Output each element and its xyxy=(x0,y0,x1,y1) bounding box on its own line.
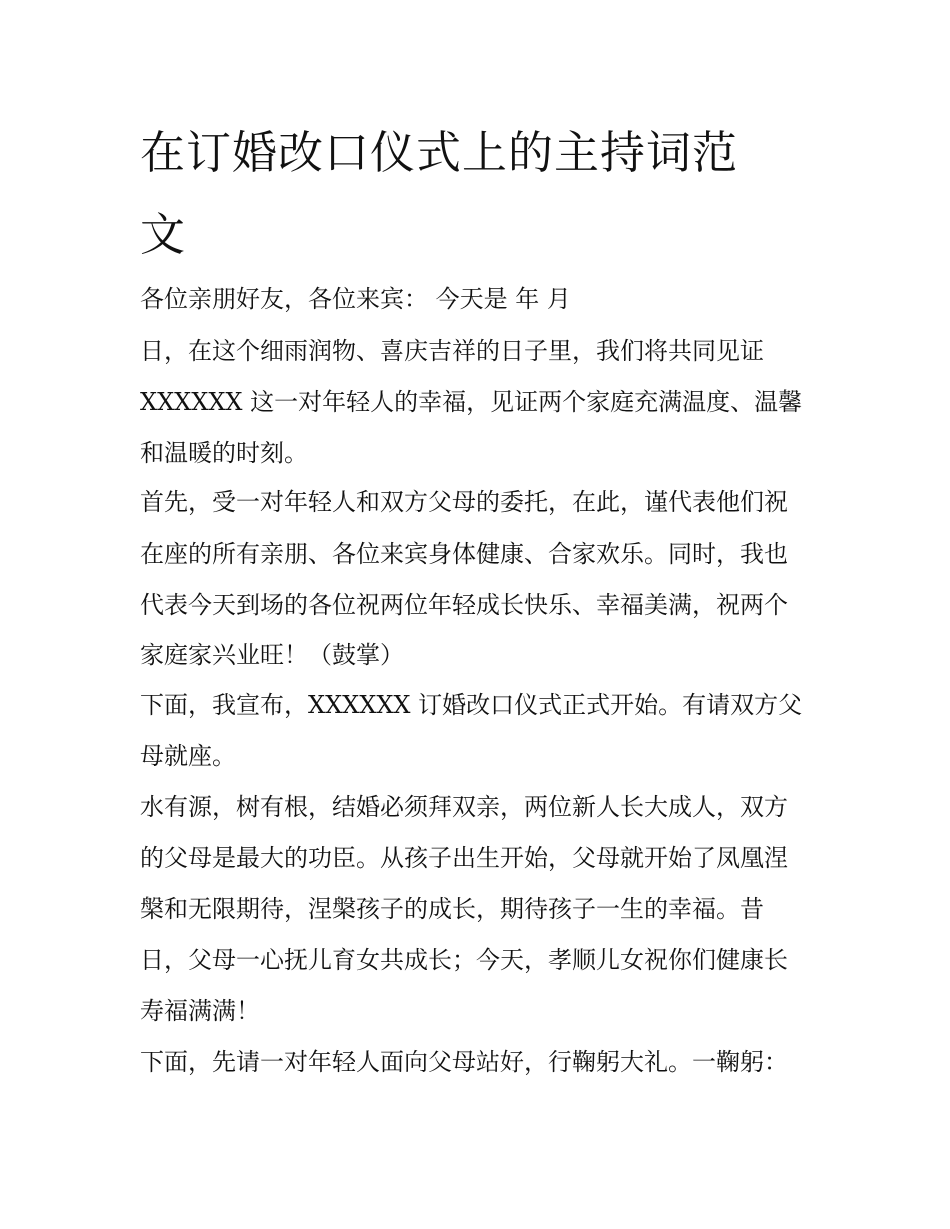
body-line: 在座的所有亲朋、各位来宾身体健康、合家欢乐。同时，我也 xyxy=(140,540,788,568)
body-line: 家庭家兴业旺！（鼓掌） xyxy=(140,641,404,669)
body-line: 各位亲朋好友，各位来宾： 今天是 年 月 xyxy=(140,285,571,313)
body-line: 代表今天到场的各位祝两位年轻成长快乐、幸福美满，祝两个 xyxy=(140,591,788,619)
document-title xyxy=(140,112,820,276)
body-line: 日，在这个细雨润物、喜庆吉祥的日子里，我们将共同见证 xyxy=(140,337,764,365)
body-line: 下面，我宣布，XXXXXX 订婚改口仪式正式开始。有请双方父 xyxy=(140,691,803,719)
body-line: 水有源，树有根，结婚必须拜双亲，两位新人长大成人，双方 xyxy=(140,793,788,821)
body-line: 寿福满满！ xyxy=(140,997,260,1025)
body-line: 槃和无限期待，涅槃孩子的成长，期待孩子一生的幸福。昔 xyxy=(140,895,764,923)
body-line: 母就座。 xyxy=(140,742,236,770)
body-line: 和温暖的时刻。 xyxy=(140,439,308,467)
body-line: 首先，受一对年轻人和双方父母的委托，在此，谨代表他们祝 xyxy=(140,488,788,516)
body-line: 的父母是最大的功臣。从孩子出生开始，父母就开始了凤凰涅 xyxy=(140,844,788,872)
body-line: 下面，先请一对年轻人面向父母站好，行鞠躬大礼。一鞠躬： xyxy=(140,1048,788,1076)
title-line-1: 在订婚改口仪式上的主持词范 xyxy=(140,126,739,179)
body-line: XXXXXX 这一对年轻人的幸福，见证两个家庭充满温度、温馨 xyxy=(140,388,803,416)
body-line: 日，父母一心抚儿育女共成长；今天，孝顺儿女祝你们健康长 xyxy=(140,946,788,974)
title-line-2: 文 xyxy=(140,208,187,261)
